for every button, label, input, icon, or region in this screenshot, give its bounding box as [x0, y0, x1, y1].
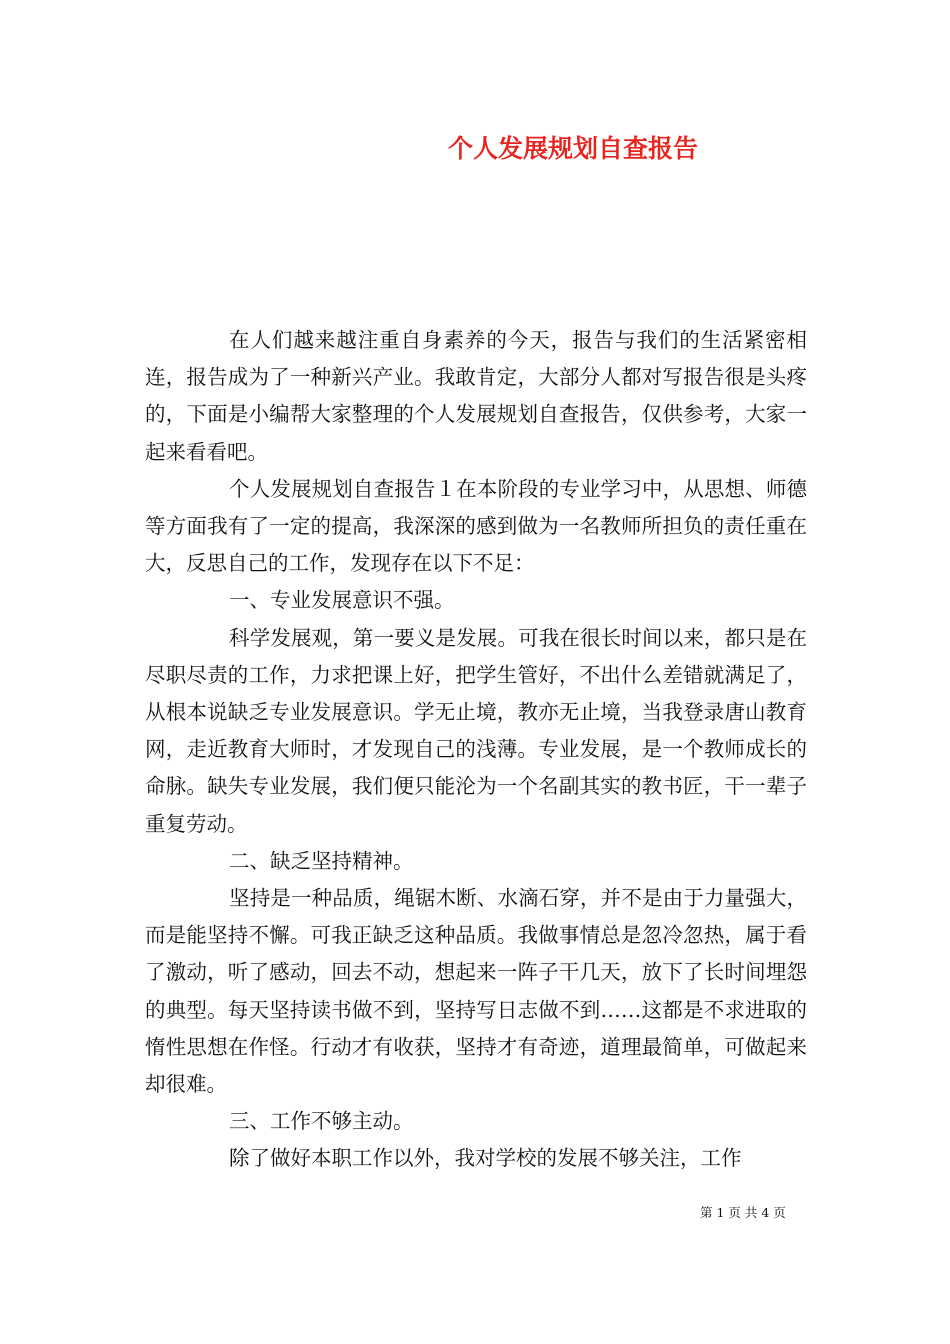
paragraph-section-3: 除了做好本职工作以外，我对学校的发展不够关注，工作 — [229, 1146, 742, 1171]
paragraph-intro: 在人们越来越注重自身素养的今天，报告与我们的生活紧密相连，报告成为了一种新兴产业。我敢肯定，大部分人都对写报告很是头疼的，下面是小编帮大家整理的个人发展规划自查报告，仅供参考，大家一起来看看吧。 — [145, 328, 807, 464]
heading-section-1: 一、专业发展意识不强。 — [229, 588, 455, 613]
paragraph-report-1: 个人发展规划自查报告１在本阶段的专业学习中，从思想、师德等方面我有了一定的提高，我深深的感到做为一名教师所担负的责任重在大，反思自己的工作，发现存在以下不足： — [145, 476, 807, 576]
heading-section-3: 三、工作不够主动。 — [229, 1109, 414, 1134]
paragraph-section-1: 科学发展观，第一要义是发展。可我在很长时间以来，都只是在尽职尽责的工作，力求把课上好，把学生管好，不出什么差错就满足了，从根本说缺乏专业发展意识。学无止境，教亦无止境，当我登录唐山教育网，走近教育大师时，才发现自己的浅薄。专业发展，是一个教师成长的命脉。缺失专业发展，我们便只能沦为一个名副其实的教书匠，干一辈子重复劳动。 — [145, 625, 807, 836]
page-title: 个人发展规划自查报告 — [447, 134, 698, 163]
page-number-footer: 第 1 页 共 4 页 — [700, 1205, 786, 1220]
title-container — [373, 132, 773, 166]
heading-section-2: 二、缺乏坚持精神。 — [229, 848, 414, 873]
paragraph-section-2: 坚持是一种品质，绳锯木断、水滴石穿，并不是由于力量强大，而是能坚持不懈。可我正缺乏这种品质。我做事情总是忽冷忽热，属于看了激动，听了感动，回去不动，想起来一阵子干几天，放下了长时间埋怨的典型。每天坚持读书做不到，坚持写日志做不到……这都是不求进取的惰性思想在作怪。行动才有收获，坚持才有奇迹，道理最简单，可做起来却很难。 — [145, 886, 807, 1097]
document-body — [145, 322, 807, 1178]
